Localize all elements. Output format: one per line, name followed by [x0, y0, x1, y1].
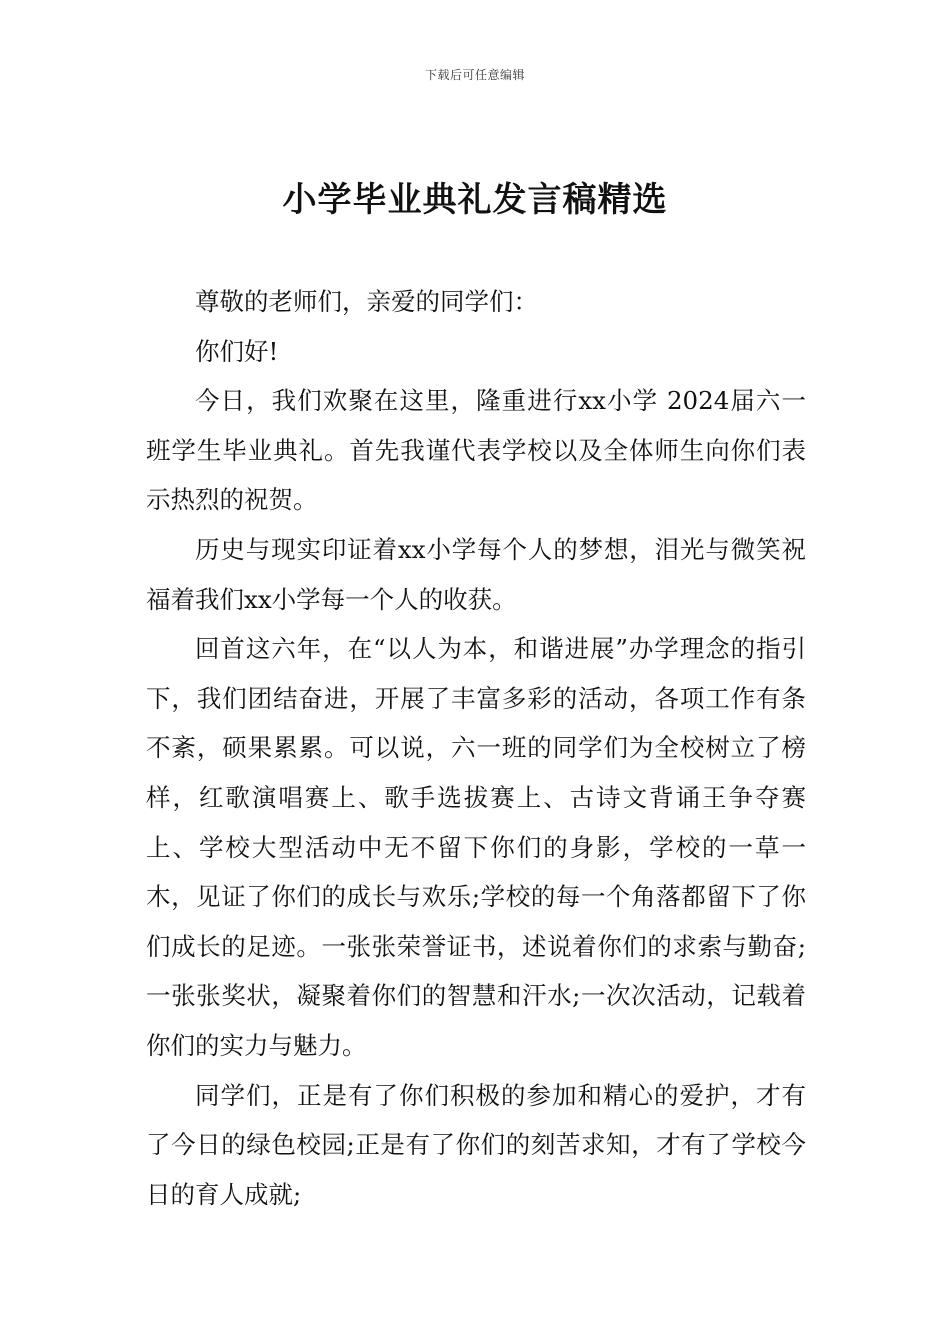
document-body	[146, 277, 806, 1219]
paragraph-salutation: 尊敬的老师们，亲爱的同学们：	[195, 287, 538, 316]
paragraph: 同学们，正是有了你们积极的参加和精心的爱护，才有了今日的绿色校园;正是有了你们的刻苦求知，才有了学校今日的育人成就;	[146, 1080, 806, 1209]
document-title: 小学毕业典礼发言稿精选	[282, 180, 668, 220]
paragraph-greeting: 你们好!	[195, 336, 279, 366]
header-note: 下载后可任意编辑	[424, 68, 525, 82]
paragraph: 历史与现实印证着xx小学每个人的梦想，泪光与微笑祝福着我们xx小学每一个人的收获。	[146, 534, 806, 614]
paragraph: 今日，我们欢聚在这里，隆重进行xx小学 2024届六一班学生毕业典礼。首先我谨代表学校以及全体师生向你们表示热烈的祝贺。	[146, 386, 806, 515]
paragraph: 回首这六年，在“以人为本，和谐进展”办学理念的指引下，我们团结奋进，开展了丰富多彩的活动，各项工作有条不紊，硕果累累。可以说，六一班的同学们为全校树立了榜样，红歌演唱赛上、歌手选拔赛上、古诗文背诵王争夺赛上、学校大型活动中无不留下你们的身影，学校的一草一木，见证了你们的成长与欢乐;学校的每一个角落都留下了你们成长的足迹。一张张荣誉证书，述说着你们的求索与勤奋;一张张奖状，凝聚着你们的智慧和汗水;一次次活动，记载着你们的实力与魅力。	[146, 634, 806, 1060]
